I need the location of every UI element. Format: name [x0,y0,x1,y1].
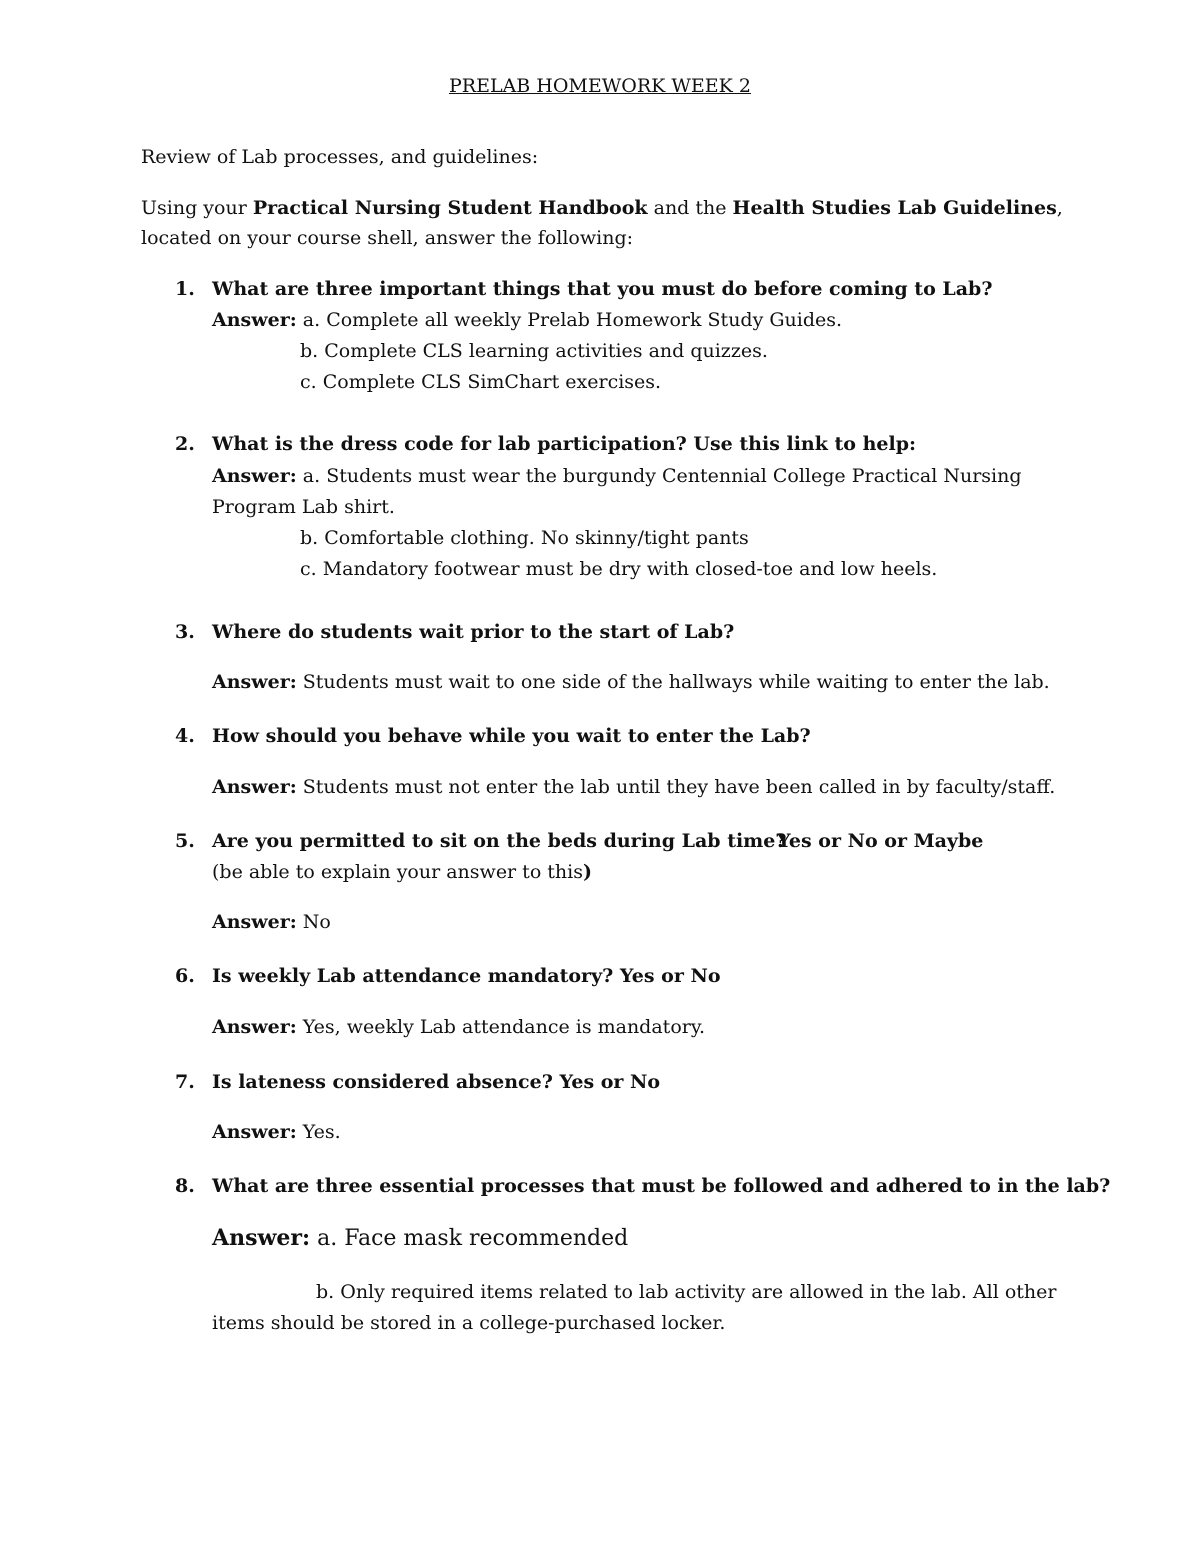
question-6-answer [212,1015,705,1039]
question-4-answer [212,775,1055,799]
note-text: (be able to explain your answer to this [212,861,583,883]
question-number: 7. [175,1071,195,1093]
answer-label: Answer: [212,911,297,933]
question-number: 1. [175,278,195,300]
question-1-answer-b: b. Complete CLS learning activities and quizzes. [300,340,768,362]
question-3-text: Where do students wait prior to the start of Lab? [212,621,735,643]
question-number: 5. [175,830,195,852]
question-1-answer-c: c. Complete CLS SimChart exercises. [300,371,662,393]
question-2-answer-b: b. Comfortable clothing. No skinny/tight pants [300,527,749,549]
question-8-answer-a [212,1224,628,1253]
question-3-answer [212,670,1050,694]
answer-label: Answer: [212,776,297,798]
question-2-answer-c: c. Mandatory footwear must be dry with closed-toe and low heels. [300,558,938,580]
question-5-text: Are you permitted to sit on the beds during Lab time? [212,830,787,852]
answer-label: Answer: [212,465,297,487]
answer-text: Yes, weekly Lab attendance is mandatory. [302,1016,706,1038]
guidelines-title: Health Studies Lab Guidelines [732,197,1057,219]
answer-text: Students must not enter the lab until they have been called in by faculty/staff. [302,776,1056,798]
question-2-answer-a [212,464,1022,488]
answer-text: a. Complete all weekly Prelab Homework Study Guides. [302,309,843,331]
question-4-text: How should you behave while you wait to enter the Lab? [212,725,811,747]
question-8-answer-b-continued: items should be stored in a college-purchased locker. [212,1312,726,1334]
answer-label: Answer: [212,1016,297,1038]
intro-review-line: Review of Lab processes, and guidelines: [141,146,539,168]
handbook-title: Practical Nursing Student Handbook [252,197,648,219]
question-number: 6. [175,965,195,987]
intro-and-text: and the [647,197,733,219]
note-close-paren: ) [583,861,592,883]
question-6-text: Is weekly Lab attendance mandatory? Yes or No [212,965,721,987]
intro-using-line [141,196,1063,220]
page-title: PRELAB HOMEWORK WEEK 2 [448,75,751,97]
answer-text: Yes. [302,1121,341,1143]
answer-label: Answer: [212,309,297,331]
answer-label: Answer: [212,671,297,693]
question-5-note [212,860,592,884]
question-5-answer [212,910,331,934]
question-8-answer-b: b. Only required items related to lab activity are allowed in the lab. All other [316,1281,1057,1303]
question-2-answer-a-continued: Program Lab shirt. [212,496,395,518]
question-number: 8. [175,1175,195,1197]
answer-text: a. Face mask recommended [317,1226,629,1251]
answer-label: Answer: [212,1225,311,1251]
question-7-answer [212,1120,341,1144]
intro-comma: , [1056,197,1063,219]
question-number: 4. [175,725,195,747]
intro-located-line: located on your course shell, answer the following: [141,227,634,249]
answer-text: a. Students must wear the burgundy Centennial College Practical Nursing [302,465,1022,487]
answer-text: No [302,911,331,933]
question-7-text: Is lateness considered absence? Yes or No [212,1071,661,1093]
question-number: 2. [175,433,195,455]
intro-using-text: Using your [141,197,253,219]
question-2-text: What is the dress code for lab participation? Use this link to help: [212,433,917,455]
question-1-text: What are three important things that you must do before coming to Lab? [212,278,993,300]
question-1-answer-a [212,308,842,332]
question-number: 3. [175,621,195,643]
answer-label: Answer: [212,1121,297,1143]
answer-text: Students must wait to one side of the hallways while waiting to enter the lab. [302,671,1050,693]
question-8-text: What are three essential processes that must be followed and adhered to in the lab? [212,1175,1111,1197]
question-5-options: Yes or No or Maybe [777,830,984,852]
